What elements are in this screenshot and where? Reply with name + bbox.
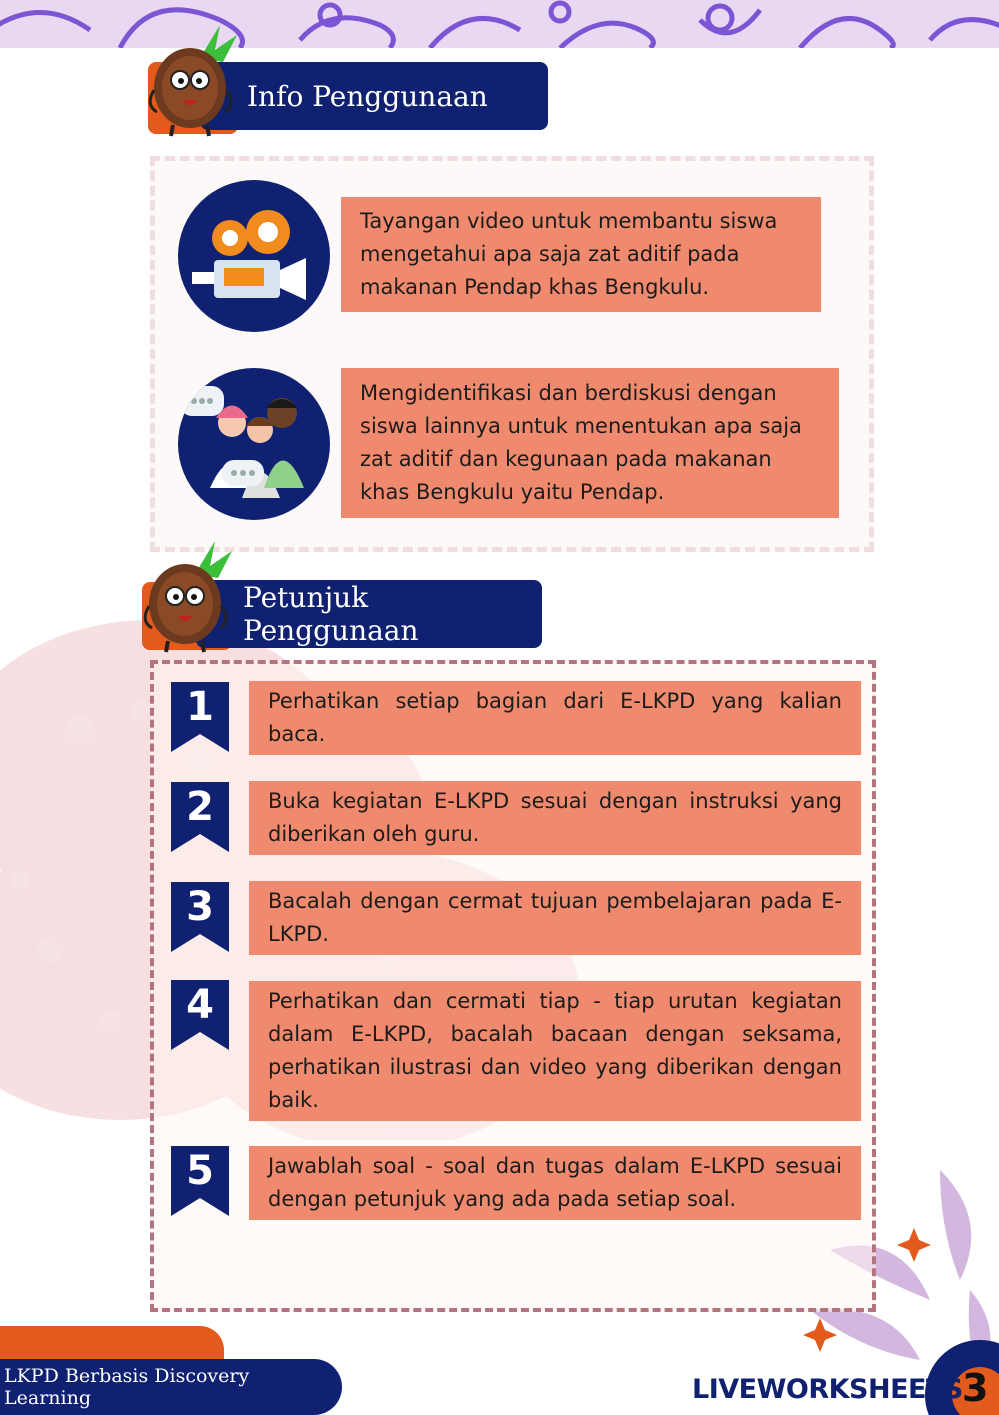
instructions-section-title-text: Petunjuk Penggunaan [243, 581, 419, 647]
coconut-mascot-icon [145, 20, 245, 138]
step-number-ribbon [171, 682, 229, 752]
sparkle-icon [897, 1228, 931, 1262]
video-camera-icon [178, 180, 330, 332]
liveworksheets-logo [692, 1374, 963, 1405]
info-section-title [200, 62, 548, 130]
info-item-text: Tayangan video untuk membantu siswa mengetahui apa saja zat aditif pada makanan Pendap khas Bengkulu. [341, 197, 821, 312]
step-number-ribbon [171, 882, 229, 952]
step-number-ribbon [171, 782, 229, 852]
step-number-ribbon [171, 980, 229, 1050]
step-number: 1 [186, 684, 214, 730]
step-number: 4 [186, 982, 214, 1028]
coconut-mascot-icon [140, 536, 240, 654]
page-number: 3 [962, 1366, 989, 1410]
footer-label [0, 1359, 342, 1415]
liveworksheets-brand-text: LIVEWORKSHEETS [692, 1374, 963, 1405]
step-number: 5 [186, 1148, 214, 1194]
step-number: 3 [186, 884, 214, 930]
step-text: Jawablah soal - soal dan tugas dalam E-LKPD sesuai dengan petunjuk yang ada pada setiap soal. [249, 1146, 861, 1220]
step-text: Perhatikan setiap bagian dari E-LKPD yang kalian baca. [249, 681, 861, 755]
instructions-section-title [196, 580, 542, 648]
step-text: Buka kegiatan E-LKPD sesuai dengan instruksi yang diberikan oleh guru. [249, 781, 861, 855]
discussion-people-icon [178, 368, 330, 520]
step-text: Bacalah dengan cermat tujuan pembelajaran pada E-LKPD. [249, 881, 861, 955]
footer-label-text: LKPD Berbasis Discovery Learning [4, 1365, 250, 1409]
info-section-title-text: Info Penggunaan [247, 79, 488, 113]
info-item-text: Mengidentifikasi dan berdiskusi dengan siswa lainnya untuk menentukan apa saja zat aditif dan kegunaan pada makanan khas Bengkulu yaitu Pendap. [341, 368, 839, 518]
step-text: Perhatikan dan cermati tiap - tiap urutan kegiatan dalam E-LKPD, bacalah bacaan dengan seksama, perhatikan ilustrasi dan video yang diberikan dengan baik. [249, 981, 861, 1121]
step-number: 2 [186, 784, 214, 830]
step-number-ribbon [171, 1146, 229, 1216]
